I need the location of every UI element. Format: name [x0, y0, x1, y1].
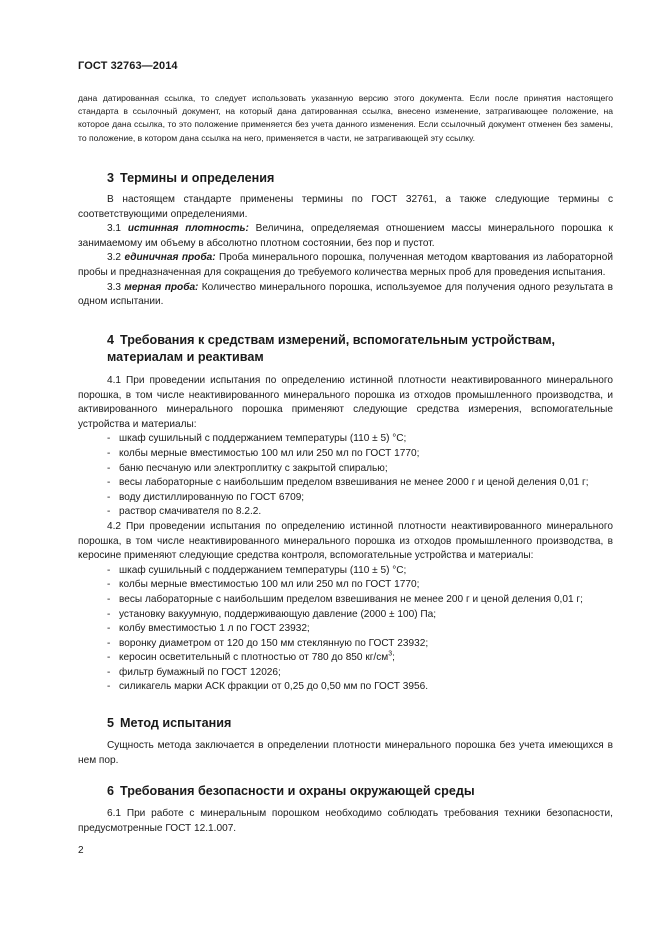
section-5-body [78, 739, 613, 768]
section-6-heading [107, 783, 607, 800]
page-number: 2 [78, 845, 84, 856]
list-item [78, 637, 613, 652]
list-dash: - [107, 608, 111, 620]
list-item-text: шкаф сушильный с поддержанием температуры (110 ± 5) °С; [119, 564, 407, 576]
list-dash: - [107, 447, 111, 459]
list-item-text: силикагель марки АСК фракции от 0,25 до 0,50 мм по ГОСТ 3956. [119, 681, 429, 693]
term-3-2 [78, 251, 613, 280]
paragraph: Сущность метода заключается в определении плотности минерального порошка без учета имеющихся в нем пор. [78, 740, 613, 766]
list-item-text: весы лабораторные с наибольшим пределом взвешивания не менее 200 г и ценой деления 0,01 г; [119, 593, 583, 605]
list-item [78, 680, 613, 695]
intro-paragraph: дана датированная ссылка, то следует использовать указанную версию этого документа. Если после принятия настоящего стандарта в ссылочный документ, на который дана датированная ссылка, внесено изменение, затрагивающее положение, на которое дана ссылка, то это положение применяется без учета данного изменения. Если ссылочный документ отменен без замены, то положение, в котором дана ссылка на него, применяется в части, не затрагивающей эту ссылку. [78, 93, 613, 143]
list-dash: - [107, 579, 111, 591]
list-item [78, 476, 613, 491]
list-item [78, 564, 613, 579]
section-title: Требования безопасности и охраны окружающей среды [120, 784, 475, 798]
list-item [78, 651, 613, 666]
paragraph: В настоящем стандарте применены термины по ГОСТ 32761, а также следующие термины с соответствующими определениями. [78, 194, 613, 220]
equipment-list-2 [78, 564, 613, 695]
list-dash: - [107, 637, 111, 649]
term-definition: Проба минерального порошка, полученная методом квартования из лабораторной пробы и предназначенная для сокращения до требуемого количества мерных проб для проведения испытания. [78, 252, 613, 278]
section-number: 6 [107, 784, 115, 798]
list-item [78, 432, 613, 447]
list-dash: - [107, 462, 111, 474]
list-item [78, 491, 613, 506]
list-item-text: весы лабораторные с наибольшим пределом взвешивания не менее 2000 г и ценой деления 0,01 г; [119, 477, 589, 489]
term-3-1 [78, 222, 613, 251]
document-header: ГОСТ 32763—2014 [78, 60, 178, 72]
term-name: мерная проба: [124, 281, 199, 293]
list-item [78, 608, 613, 623]
list-item-text: колбы мерные вместимостью 100 мл или 250 мл по ГОСТ 1770; [119, 447, 420, 459]
term-3-3 [78, 281, 613, 310]
list-item [78, 666, 613, 681]
section-3-body [78, 193, 613, 310]
term-number: 3.2 [107, 252, 122, 264]
paragraph-4-1: 4.1 При проведении испытания по определению истинной плотности неактивированного минерального порошка, в том числе неактивированного минерального порошка из отходов промышленного производства, и активированного минерального порошка применяют следующие средства измерения, вспомогательные устройства и материалы: [78, 375, 613, 430]
list-item-text: раствор смачивателя по 8.2.2. [119, 506, 262, 518]
list-dash: - [107, 623, 111, 635]
list-item-text: воду дистиллированную по ГОСТ 6709; [119, 491, 305, 503]
list-item [78, 622, 613, 637]
section-number: 4 [107, 333, 115, 347]
section-title: Метод испытания [120, 716, 232, 730]
list-item [78, 593, 613, 608]
punctuation: ; [392, 652, 395, 664]
list-item-text: фильтр бумажный по ГОСТ 12026; [119, 666, 281, 678]
equipment-list-1 [78, 432, 613, 520]
paragraph-4-2: 4.2 При проведении испытания по определению истинной плотности неактивированного минерального порошка, в том числе неактивированного минерального порошка из отходов промышленного производства, в керосине применяют следующие средства контроля, вспомогательные устройства и материалы: [78, 520, 613, 562]
list-dash: - [107, 652, 111, 664]
term-name: истинная плотность: [127, 223, 249, 235]
term-definition: Величина, определяемая отношением массы минерального порошка к занимаемому им объему в абсолютно плотном состоянии, без пор и пустот. [78, 223, 613, 249]
term-number: 3.3 [107, 281, 122, 293]
list-dash: - [107, 593, 111, 605]
list-item [78, 578, 613, 593]
list-dash: - [107, 491, 111, 503]
list-item-text: шкаф сушильный с поддержанием температуры (110 ± 5) °С; [119, 433, 407, 445]
section-number: 5 [107, 716, 115, 730]
list-dash: - [107, 506, 111, 518]
list-item-text: колбу вместимостью 1 л по ГОСТ 23932; [119, 623, 310, 635]
list-item [78, 505, 613, 520]
superscript: 3 [388, 650, 393, 658]
list-item-text: керосин осветительный с плотностью от 780 до 850 кг/см [119, 652, 389, 664]
term-name: единичная проба: [124, 252, 216, 264]
list-dash: - [107, 681, 111, 693]
list-item-text: колбы мерные вместимостью 100 мл или 250 мл по ГОСТ 1770; [119, 579, 420, 591]
list-dash: - [107, 477, 111, 489]
section-number: 3 [107, 171, 115, 185]
section-4-body [78, 374, 613, 695]
section-5-heading [107, 715, 607, 732]
section-4-heading [107, 332, 607, 366]
list-item-text: воронку диаметром от 120 до 150 мм стеклянную по ГОСТ 23932; [119, 637, 429, 649]
term-number: 3.1 [107, 223, 122, 235]
term-definition: Количество минерального порошка, используемое для получения одного результата в одном испытании. [78, 281, 613, 308]
section-6-body [78, 807, 613, 836]
list-dash: - [107, 433, 111, 445]
list-item-text: установку вакуумную, поддерживающую давление (2000 ± 100) Па; [119, 608, 437, 620]
paragraph: 6.1 При работе с минеральным порошком необходимо соблюдать требования техники безопасности, предусмотренные ГОСТ 12.1.007. [78, 808, 613, 834]
list-dash: - [107, 666, 111, 678]
section-title: Термины и определения [120, 171, 275, 185]
list-item-text: баню песчаную или электроплитку с закрытой спиралью; [119, 462, 388, 474]
section-title: Требования к средствам измерений, вспомогательным устройствам, материалам и реактивам [107, 333, 556, 364]
list-dash: - [107, 564, 111, 576]
section-3-heading [107, 170, 607, 187]
list-item [78, 447, 613, 462]
list-item [78, 462, 613, 477]
